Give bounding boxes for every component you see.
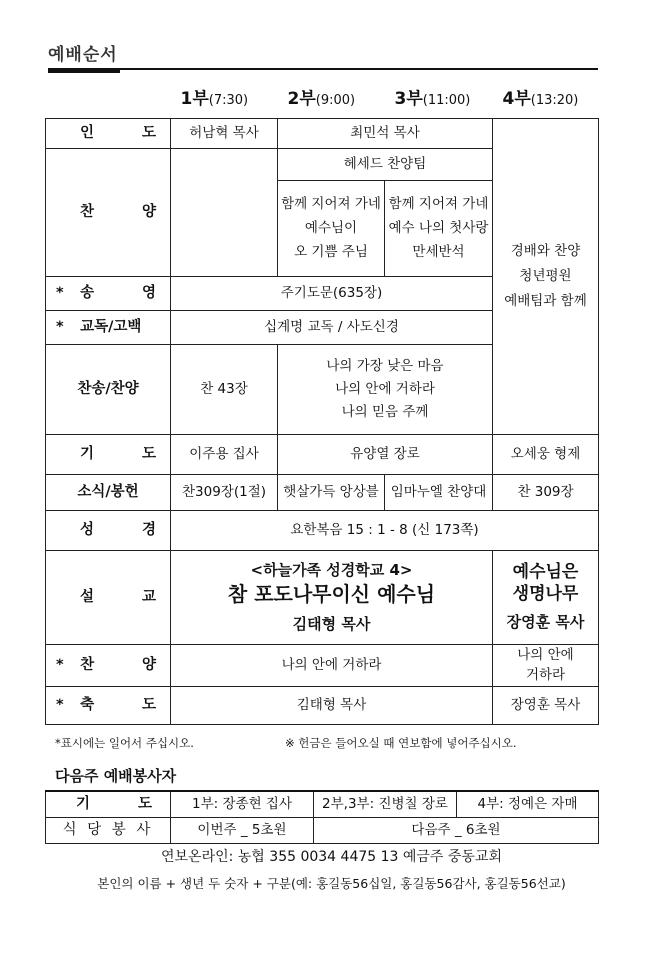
title-divider	[48, 68, 598, 70]
praise-service-1	[171, 148, 278, 276]
offering-service-2: 햇살가득 앙상블	[278, 474, 385, 510]
label-songyoung: * 송 영	[46, 276, 171, 310]
section-title: 예배순서	[48, 45, 118, 65]
row-benediction	[46, 686, 599, 724]
sermon-series: <하늘가족 성경학교 4>	[250, 561, 413, 579]
benediction-value: 김태형 목사	[171, 686, 493, 724]
prayer-service-2-3: 유양열 장로	[278, 434, 493, 474]
label-prayer: 기 도	[46, 434, 171, 474]
online-offering-account: 연보온라인: 농협 355 0034 4475 13 예금주 중동교회	[161, 849, 502, 865]
row-scripture	[46, 510, 599, 550]
kitchen-next-week: 다음주 _ 6초원	[314, 817, 599, 843]
row-indo	[46, 118, 599, 148]
next-prayer-service-4: 4부: 정예은 자매	[457, 791, 599, 817]
service-2-header: 2부(9:00)	[278, 82, 385, 118]
offering-service-4: 찬 309장	[493, 474, 599, 510]
row-offering	[46, 474, 599, 510]
indo-service-1: 허남혁 목사	[171, 118, 278, 148]
label-scripture: 성 경	[46, 510, 171, 550]
songyoung-value: 주기도문(635장)	[171, 276, 493, 310]
next-prayer-row	[46, 791, 599, 817]
offering-note: ※ 헌금은 들어오실 때 연보함에 넣어주십시오.	[285, 736, 517, 750]
label-creed: * 교독/고백	[46, 310, 171, 344]
label-closing-praise: * 찬 양	[46, 644, 171, 686]
label-sermon: 설 교	[46, 550, 171, 644]
sermon-preacher-4: 장영훈 목사	[506, 613, 585, 631]
creed-value: 십계명 교독 / 사도신경	[171, 310, 493, 344]
label-praise: 찬 양	[46, 148, 171, 276]
stand-note: *표시에는 일어서 주십시오.	[55, 736, 194, 750]
sermon-main	[171, 550, 493, 644]
next-week-table	[45, 790, 599, 844]
label-offering: 소식/봉헌	[46, 474, 171, 510]
row-closing-praise	[46, 644, 599, 686]
scripture-value: 요한복음 15 : 1 - 8 (신 173쪽)	[171, 510, 599, 550]
hymn-service-1: 찬 43장	[171, 344, 278, 434]
order-of-worship-header	[48, 40, 598, 65]
label-indo: 인 도	[46, 118, 171, 148]
online-offering-instructions: 본인의 이름 + 생년 두 숫자 + 구분(예: 홍길동56십일, 홍길동56감사, 홍길동56선교)	[97, 876, 566, 891]
praise-team: 헤세드 찬양팀	[278, 148, 493, 180]
prayer-service-4: 오세웅 형제	[493, 434, 599, 474]
label-benediction: * 축 도	[46, 686, 171, 724]
sermon-service-4: 예수님은 생명나무 장영훈 목사	[493, 550, 599, 644]
next-prayer-service-1: 1부: 장종현 집사	[171, 791, 314, 817]
service-4-header: 4부(13:20)	[493, 82, 599, 118]
praise-service-2: 함께 지어져 가네 예수님이 오 기쁨 주님	[278, 180, 385, 276]
hymn-service-2-3: 나의 가장 낮은 마음 나의 안에 거하라 나의 믿음 주께	[278, 344, 493, 434]
sermon-preacher: 김태형 목사	[292, 615, 371, 633]
offering-service-3: 임마누엘 찬양대	[385, 474, 493, 510]
header-blank	[46, 82, 171, 118]
service-header-row	[46, 82, 599, 118]
kitchen-this-week: 이번주 _ 5초원	[171, 817, 314, 843]
next-week-title: 다음주 예배봉사자	[55, 767, 177, 785]
kitchen-row	[46, 817, 599, 843]
praise-service-3: 함께 지어져 가네 예수 나의 첫사랑 만세반석	[385, 180, 493, 276]
prayer-service-1: 이주용 집사	[171, 434, 278, 474]
worship-order-table	[45, 82, 599, 725]
kitchen-label: 식 당 봉 사	[46, 817, 171, 843]
service-1-header: 1부(7:30)	[171, 82, 278, 118]
title-accent-bar	[48, 68, 120, 73]
offering-service-1: 찬309장(1절)	[171, 474, 278, 510]
indo-service-2-3: 최민석 목사	[278, 118, 493, 148]
row-sermon	[46, 550, 599, 644]
benediction-service-4: 장영훈 목사	[493, 686, 599, 724]
row-prayer	[46, 434, 599, 474]
label-hymn: 찬송/찬양	[46, 344, 171, 434]
closing-praise-service-4: 나의 안에 거하라	[493, 644, 599, 686]
next-prayer-label: 기 도	[46, 791, 171, 817]
closing-praise-value: 나의 안에 거하라	[171, 644, 493, 686]
notes	[55, 735, 615, 751]
service-3-header: 3부(11:00)	[385, 82, 493, 118]
praise-service-4: 경배와 찬양 청년평원 예배팀과 함께	[493, 118, 599, 434]
sermon-title: 참 포도나무이신 예수님	[227, 582, 436, 606]
next-prayer-service-2-3: 2부,3부: 진병칠 장로	[314, 791, 457, 817]
